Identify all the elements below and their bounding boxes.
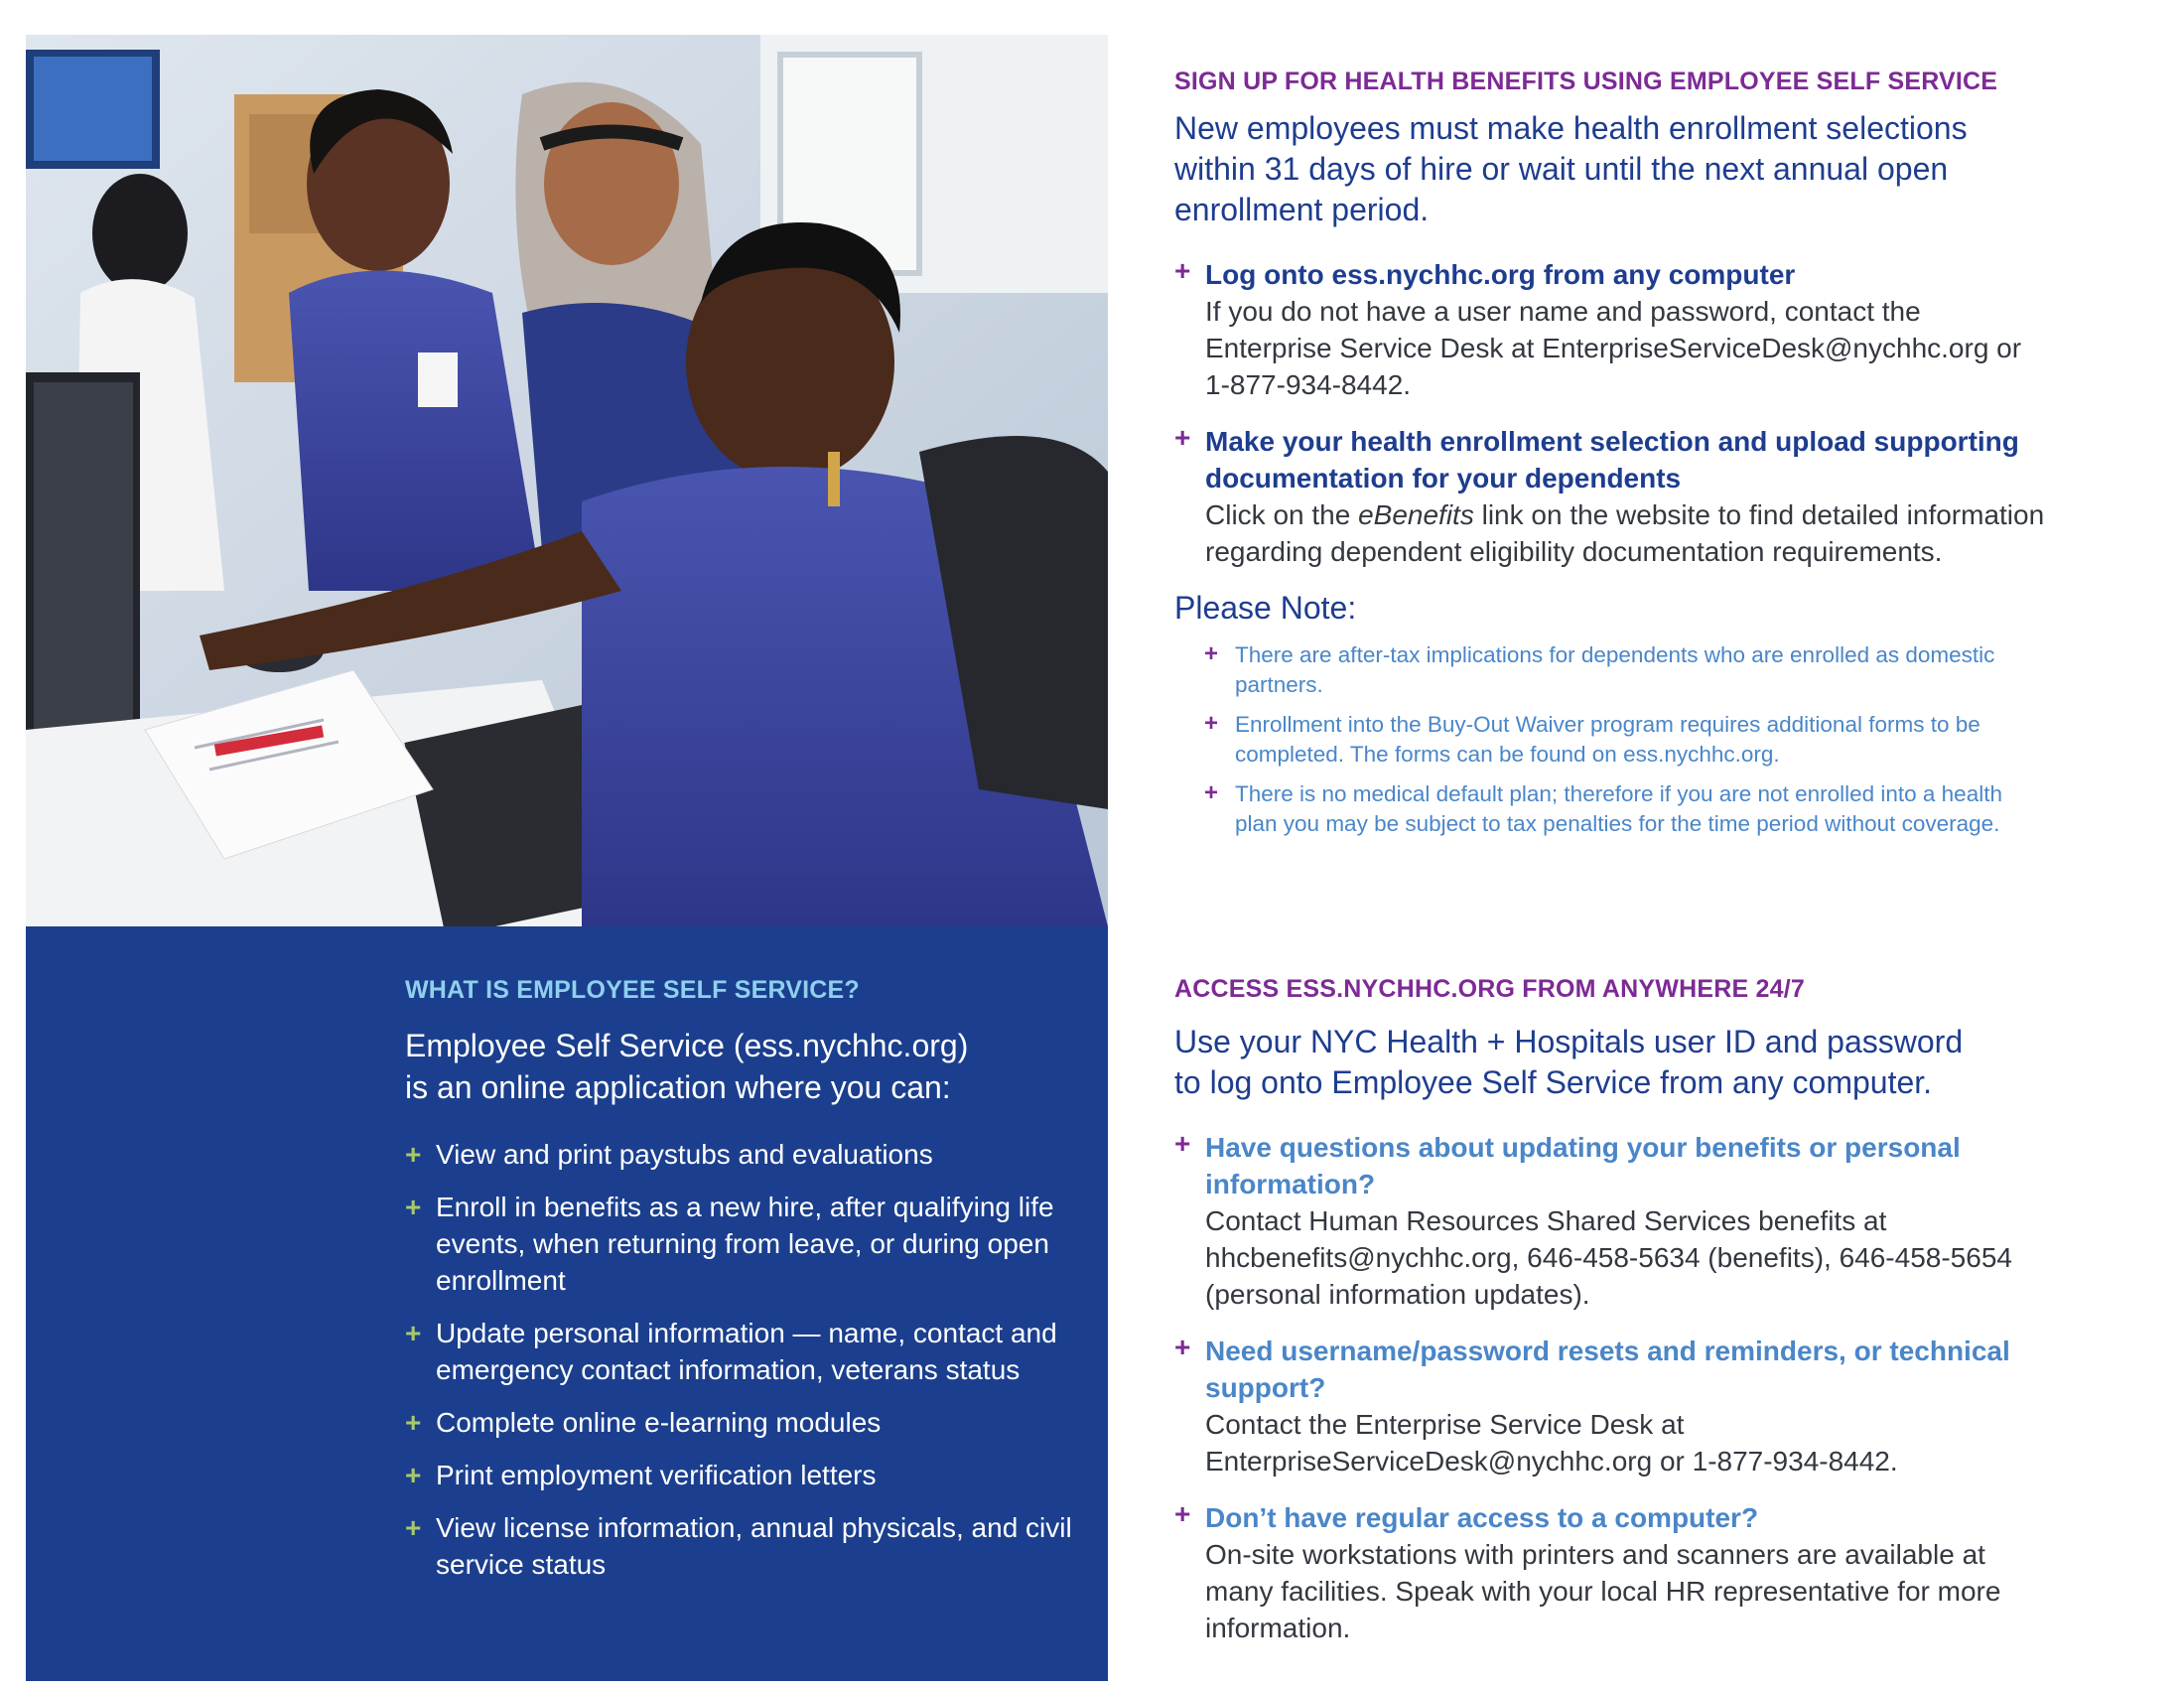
plus-icon: + — [405, 1512, 422, 1543]
list-item — [1204, 710, 2048, 770]
feature-text: Update personal information — name, contact and emergency contact information, veterans status — [436, 1318, 1057, 1385]
access-item-text: Contact the Enterprise Service Desk at EnterpriseServiceDesk@nychhc.org or 1-877-934-8442. — [1205, 1409, 1898, 1477]
what-is-ess-heading: WHAT IS EMPLOYEE SELF SERVICE? — [405, 976, 860, 1004]
access-intro — [1174, 1022, 2048, 1103]
list-item — [1174, 256, 2048, 403]
list-item — [1204, 779, 2048, 839]
list-item — [405, 1457, 1080, 1493]
plus-icon: + — [405, 1192, 422, 1222]
ess-features-list — [405, 1136, 1080, 1583]
list-item — [1204, 640, 2048, 700]
list-item — [405, 1189, 1080, 1299]
note-text: There are after-tax implications for dependents who are enrolled as domestic partners. — [1235, 642, 1995, 697]
sign-up-section — [1174, 68, 2048, 849]
access-item-title: Have questions about updating your benefits or personal information? — [1205, 1132, 1961, 1199]
sign-up-steps — [1174, 256, 2048, 570]
access-intro-line1: Use your NYC Health + Hospitals user ID and password — [1174, 1024, 1964, 1059]
plus-icon: + — [1174, 1332, 1191, 1362]
what-is-ess-intro-line1: Employee Self Service (ess.nychhc.org) — [405, 1028, 969, 1063]
list-item — [1174, 423, 2048, 570]
photo-illustration — [26, 35, 1108, 926]
plus-icon: + — [1174, 1498, 1191, 1529]
step-text-part: Click on the — [1205, 499, 1359, 530]
step-text — [1205, 496, 2048, 570]
sign-up-intro: New employees must make health enrollment selections within 31 days of hire or wait until the next annual open enrollment period. — [1174, 110, 1968, 227]
step-text: If you do not have a user name and password, contact the Enterprise Service Desk at EnterpriseServiceDesk@nychhc.org or 1-877-934-8442. — [1205, 296, 2022, 400]
list-item — [1174, 1499, 2048, 1646]
plus-icon: + — [405, 1139, 422, 1170]
plus-icon: + — [1204, 710, 1219, 737]
feature-text: View and print paystubs and evaluations — [436, 1139, 933, 1170]
notes-list — [1174, 640, 2048, 839]
note-text: Enrollment into the Buy-Out Waiver program requires additional forms to be completed. The forms can be found on ess.nychhc.org. — [1235, 712, 1980, 767]
sign-up-heading: SIGN UP FOR HEALTH BENEFITS USING EMPLOYEE SELF SERVICE — [1174, 68, 1998, 95]
step-text-part: link on the website to find detailed information regarding dependent eligibility documentation requirements. — [1205, 499, 2045, 567]
please-note-title: Please Note: — [1174, 590, 1357, 626]
plus-icon: + — [1204, 640, 1219, 667]
feature-text: View license information, annual physicals, and civil service status — [436, 1512, 1072, 1580]
plus-icon: + — [405, 1460, 422, 1490]
what-is-ess-intro-line2: is an online application where you can: — [405, 1069, 951, 1105]
list-item — [405, 1315, 1080, 1388]
feature-text: Enroll in benefits as a new hire, after qualifying life events, when returning from leave, or during open enrollment — [436, 1192, 1054, 1296]
list-item — [405, 1509, 1080, 1583]
note-text: There is no medical default plan; therefore if you are not enrolled into a health plan you may be subject to tax penalties for the time period without coverage. — [1235, 781, 2002, 836]
nurses-photo — [26, 35, 1108, 926]
ebenefits-link-text: eBenefits — [1358, 499, 1474, 530]
plus-icon: + — [405, 1318, 422, 1348]
list-item — [405, 1136, 1080, 1173]
access-section — [1174, 975, 2048, 1666]
access-item-text: Contact Human Resources Shared Services benefits at hhcbenefits@nychhc.org, 646-458-5634 (benefits), 646-458-5654 (personal information updates). — [1205, 1205, 2012, 1310]
plus-icon: + — [1204, 779, 1219, 806]
plus-icon: + — [405, 1407, 422, 1438]
access-item-title: Don’t have regular access to a computer? — [1205, 1502, 1759, 1533]
list-item — [405, 1404, 1080, 1441]
plus-icon: + — [1174, 422, 1191, 453]
access-item-title: Need username/password resets and reminders, or technical support? — [1205, 1336, 2010, 1403]
feature-text: Complete online e-learning modules — [436, 1407, 882, 1438]
access-items — [1174, 1129, 2048, 1646]
what-is-ess-intro — [405, 1025, 1080, 1108]
plus-icon: + — [1174, 255, 1191, 286]
plus-icon: + — [1174, 1128, 1191, 1159]
list-item — [1174, 1129, 2048, 1313]
access-intro-line2: to log onto Employee Self Service from any computer. — [1174, 1064, 1933, 1100]
feature-text: Print employment verification letters — [436, 1460, 877, 1490]
step-title: Make your health enrollment selection and upload supporting documentation for your dependents — [1205, 426, 2019, 493]
step-title: Log onto ess.nychhc.org from any computer — [1205, 259, 1796, 290]
list-item — [1174, 1333, 2048, 1479]
access-heading: ACCESS ESS.NYCHHC.ORG FROM ANYWHERE 24/7 — [1174, 975, 1805, 1003]
access-item-text: On-site workstations with printers and scanners are available at many facilities. Speak with your local HR representative for more information. — [1205, 1539, 2001, 1643]
what-is-ess-panel — [26, 926, 1108, 1681]
